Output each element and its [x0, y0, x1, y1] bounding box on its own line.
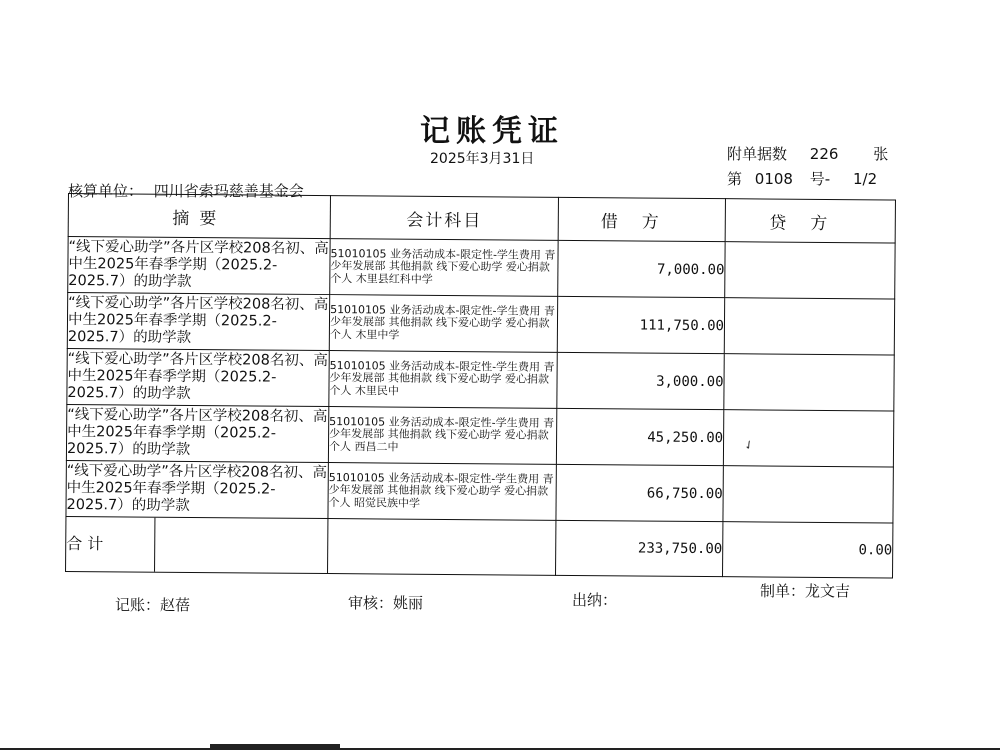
debit-cell: 66,750.00	[556, 464, 723, 521]
header-debit: 借方	[558, 197, 725, 241]
account-cell: 51010105 业务活动成本-限定性-学生费用 青少年发展部 其他捐款 线下爱心助学 爱心捐款 个人 西昌二中	[328, 407, 556, 465]
reviewer-field	[348, 592, 423, 613]
cashier-label: 出纳：	[572, 591, 618, 609]
cashier-field	[572, 589, 617, 610]
bookkeeper-field	[115, 594, 190, 615]
handwritten-check-mark: ✓	[741, 436, 757, 454]
credit-cell	[723, 466, 893, 523]
summary-cell: “线下爱心助学”各片区学校208名初、高中生2025年春季学期（2025.2-2025.7）的助学款	[67, 293, 329, 351]
voucher-table	[65, 193, 896, 578]
number-value: 0108	[754, 170, 793, 188]
voucher-number	[727, 168, 877, 189]
account-cell: 51010105 业务活动成本-限定性-学生费用 青少年发展部 其他捐款 线下爱心助学 爱心捐款 个人 昭觉民族中学	[328, 463, 556, 521]
preparer-label: 制单：	[760, 582, 806, 600]
scan-edge-mark	[210, 744, 340, 748]
total-label-cell	[66, 516, 328, 573]
debit-cell: 3,000.00	[557, 352, 724, 409]
table-row	[66, 460, 893, 522]
total-account-cell	[328, 519, 556, 576]
account-cell: 51010105 业务活动成本-限定性-学生费用 青少年发展部 其他捐款 线下爱心助学 爱心捐款 个人 木里中学	[329, 295, 557, 353]
attachments-unit: 张	[873, 145, 889, 163]
preparer-name: 龙文吉	[805, 582, 851, 600]
header-credit: 贷方	[725, 199, 895, 243]
unit-name: 四川省索玛慈善基金会	[153, 182, 304, 200]
header-summary: 摘要	[68, 194, 330, 239]
header-row	[68, 194, 895, 243]
reviewer-label: 审核：	[348, 594, 394, 612]
table-row	[66, 404, 893, 466]
attachments-label: 附单据数	[727, 145, 788, 163]
summary-cell: “线下爱心助学”各片区学校208名初、高中生2025年春季学期（2025.2-2025.7）的助学款	[67, 348, 329, 406]
number-suffix: 号-	[809, 170, 831, 188]
debit-cell: 111,750.00	[557, 296, 724, 353]
credit-cell	[724, 298, 894, 355]
table-row	[67, 348, 894, 410]
preparer-field	[760, 580, 850, 601]
credit-cell	[725, 242, 895, 299]
voucher-date: 2025年3月31日	[430, 151, 535, 167]
attachments-info	[727, 143, 888, 164]
number-prefix: 第	[727, 170, 743, 188]
summary-cell: “线下爱心助学”各片区学校208名初、高中生2025年春季学期（2025.2-2025.7）的助学款	[66, 460, 328, 518]
reviewer-name: 姚丽	[393, 594, 424, 612]
total-credit: 0.00	[723, 522, 893, 578]
debit-cell: 45,250.00	[556, 408, 723, 465]
total-label: 合 计	[66, 517, 155, 572]
total-row	[66, 516, 893, 577]
attachments-count: 226	[809, 145, 839, 163]
table-row	[67, 293, 894, 355]
summary-cell: “线下爱心助学”各片区学校208名初、高中生2025年春季学期（2025.2-2025.7）的助学款	[68, 237, 330, 295]
bookkeeper-name: 赵蓓	[160, 596, 191, 614]
page-indicator: 1/2	[852, 170, 878, 188]
voucher-title: 记账凭证	[420, 114, 564, 149]
total-debit: 233,750.00	[556, 520, 723, 576]
bookkeeper-label: 记账：	[115, 596, 161, 614]
table-row	[68, 237, 895, 299]
account-cell: 51010105 业务活动成本-限定性-学生费用 青少年发展部 其他捐款 线下爱心助学 爱心捐款 个人 木里县红科中学	[330, 239, 558, 297]
debit-cell: 7,000.00	[558, 240, 725, 297]
summary-cell: “线下爱心助学”各片区学校208名初、高中生2025年春季学期（2025.2-2025.7）的助学款	[66, 404, 328, 462]
unit-label: 核算单位：	[68, 182, 144, 200]
credit-cell	[724, 354, 894, 411]
account-cell: 51010105 业务活动成本-限定性-学生费用 青少年发展部 其他捐款 线下爱心助学 爱心捐款 个人 木里民中	[329, 351, 557, 409]
header-account: 会计科目	[330, 196, 558, 241]
